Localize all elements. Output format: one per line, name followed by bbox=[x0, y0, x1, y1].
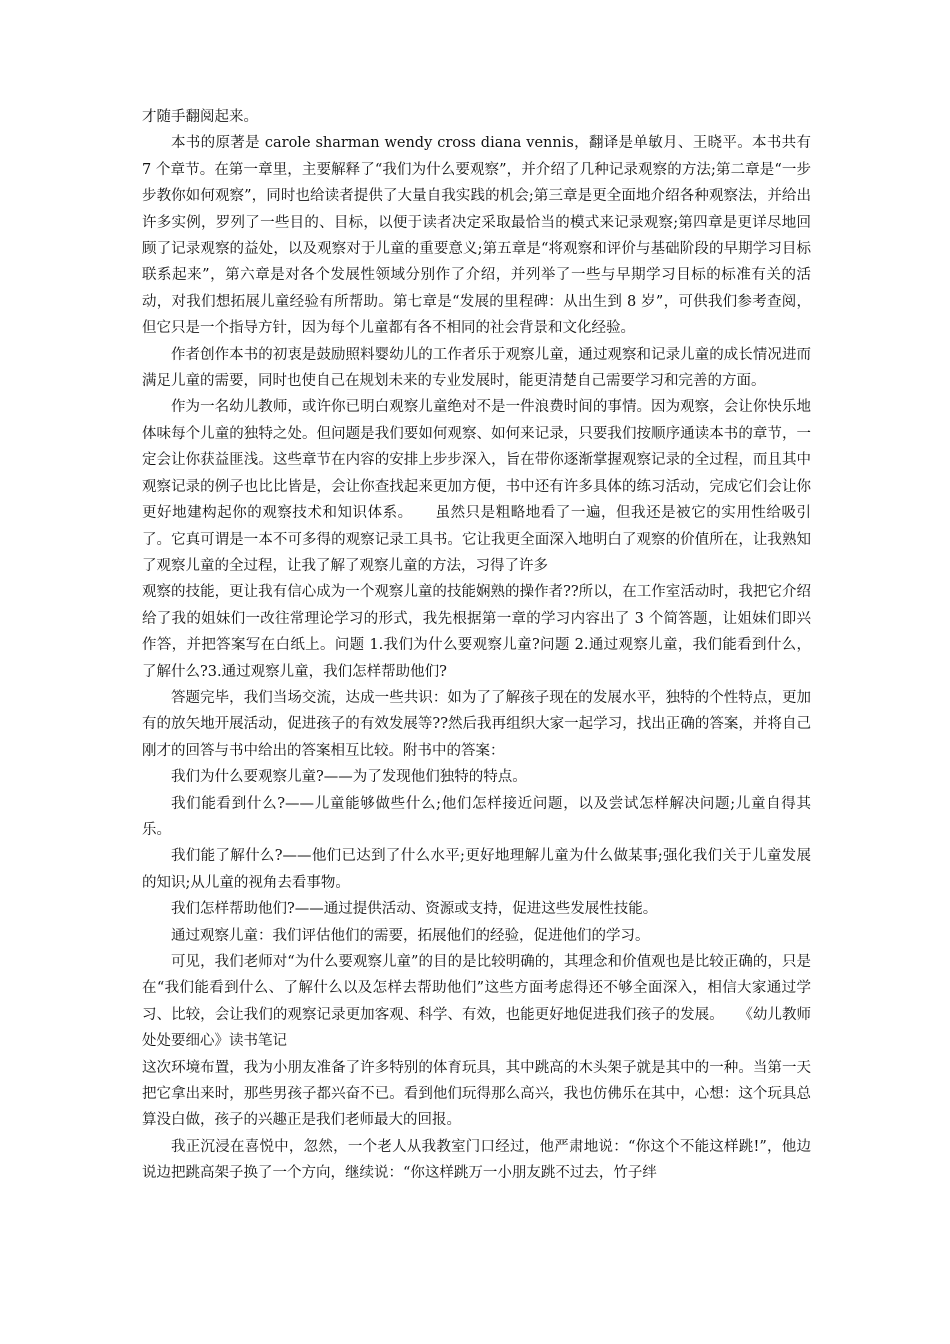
paragraph-9: 我们能了解什么?——他们已达到了什么水平;更好地理解儿童为什么做某事;强化我们关于儿童发展的知识;从儿童的视角去看事物。 bbox=[142, 848, 811, 891]
paragraph-5: 观察的技能，更让我有信心成为一个观察儿童的技能娴熟的操作者??所以，在工作室活动时，我把它介绍给了我的姐妹们一改往常理论学习的形式，我先根据第一章的学习内容出了 3 个简答题，让姐妹们即兴作答，并把答案写在白纸上。问题 1.我们为什么要观察儿童?问题 2.通过观察儿童，我们能看到什么， 了解什么?3.通过观察儿童，我们怎样帮助他们? bbox=[142, 584, 811, 680]
paragraph-12: 可见，我们老师对“为什么要观察儿童”的目的是比较明确的，其理念和价值观也是比较正确的，只是在“我们能看到什么、了解什么以及怎样去帮助他们”这些方面考虑得还不够全面深入，相信大家通过学习、比较，会让我们的观察记录更加客观、科学、有效，也能更好地促进我们孩子的发展。 《幼儿教师处处要细心》读书笔记 bbox=[142, 954, 811, 1050]
paragraph-11: 通过观察儿童：我们评估他们的需要，拓展他们的经验，促进他们的学习。 bbox=[171, 927, 650, 944]
paragraph-4: 作为一名幼儿教师，或许你已明白观察儿童绝对不是一件浪费时间的事情。因为观察，会让你快乐地体味每个儿童的独特之处。但问题是我们要如何观察、如何来记录，只要我们按顺序通读本书的章节，一定会让你获益匪浅。这些章节在内容的安排上步步深入，旨在带你逐渐掌握观察记录的全过程，而且其中观察记录的例子也比比皆是，会让你查找起来更加方便，书中还有许多具体的练习活动，完成它们会让你更好地建构起你的观察技术和知识体系。 虽然只是粗略地看了一遍，但我还是被它的实用性给吸引了。它真可谓是一本不可多得的观察记录工具书。它让我更全面深入地明白了观察的价值所在，让我熟知了观察儿童的全过程，让我了解了观察儿童的方法，习得了许多 bbox=[142, 399, 811, 574]
paragraph-10: 我们怎样帮助他们?——通过提供活动、资源或支持，促进这些发展性技能。 bbox=[171, 901, 658, 918]
paragraph-8: 我们能看到什么?——儿童能够做些什么;他们怎样接近问题，以及尝试怎样解决问题;儿童自得其乐。 bbox=[142, 795, 811, 838]
paragraph-13: 这次环境布置，我为小朋友准备了许多特别的体育玩具，其中跳高的木头架子就是其中的一种。当第一天把它拿出来时，那些男孩子都兴奋不已。看到他们玩得那么高兴，我也仿佛乐在其中，心想：这个玩具总算没白做，孩子的兴趣正是我们老师最大的回报。 bbox=[142, 1059, 811, 1129]
paragraph-7: 我们为什么要观察儿童?——为了发现他们独特的特点。 bbox=[171, 769, 527, 786]
paragraph-2: 本书的原著是 carole sharman wendy cross diana vennis，翻译是单敏月、王晓平。本书共有 7 个章节。在第一章里，主要解释了“我们为什么要观察”，并介绍了几种记录观察的方法;第二章是“一步步教你如何观察”，同时也给读者提供了大量自我实践的机会;第三章是更全面地介绍各种观察法，并给出许多实例，罗列了一些目的、目标，以便于读者决定采取最恰当的模式来记录观察;第四章是更详尽地回顾了记录观察的益处，以及观察对于儿童的重要意义;第五章是“将观察和评价与基础阶段的早期学习目标联系起来”，第六章是对各个发展性领域分别作了介绍，并列举了一些与早期学习目标的标准有关的活动，对我们想拓展儿童经验有所帮助。第七章是“发展的里程碑：从出生到 8 岁”，可供我们参考查阅，但它只是一个指导方针，因为每个儿童都有各不相同的社会背景和文化经验。 bbox=[142, 135, 811, 337]
paragraph-14: 我正沉浸在喜悦中，忽然，一个老人从我教室门口经过，他严肃地说：“你这个不能这样跳!”，他边说边把跳高架子换了一个方向，继续说：“你这样跳万一小朋友跳不过去，竹子绊 bbox=[142, 1138, 811, 1182]
paragraph-3: 作者创作本书的初衷是鼓励照料婴幼儿的工作者乐于观察儿童，通过观察和记录儿童的成长情况进而满足儿童的需要，同时也使自己在规划未来的专业发展时，能更清楚自己需要学习和完善的方面。 bbox=[142, 346, 811, 390]
paragraph-6: 答题完毕，我们当场交流，达成一些共识：如为了了解孩子现在的发展水平，独特的个性特点，更加有的放矢地开展活动，促进孩子的有效发展等??然后我再组织大家一起学习，找出正确的答案，并将自己刚才的回答与书中给出的答案相互比较。附书中的答案： bbox=[142, 689, 811, 759]
paragraph-1: 才随手翻阅起来。 bbox=[142, 109, 258, 125]
document-page bbox=[142, 104, 811, 1187]
